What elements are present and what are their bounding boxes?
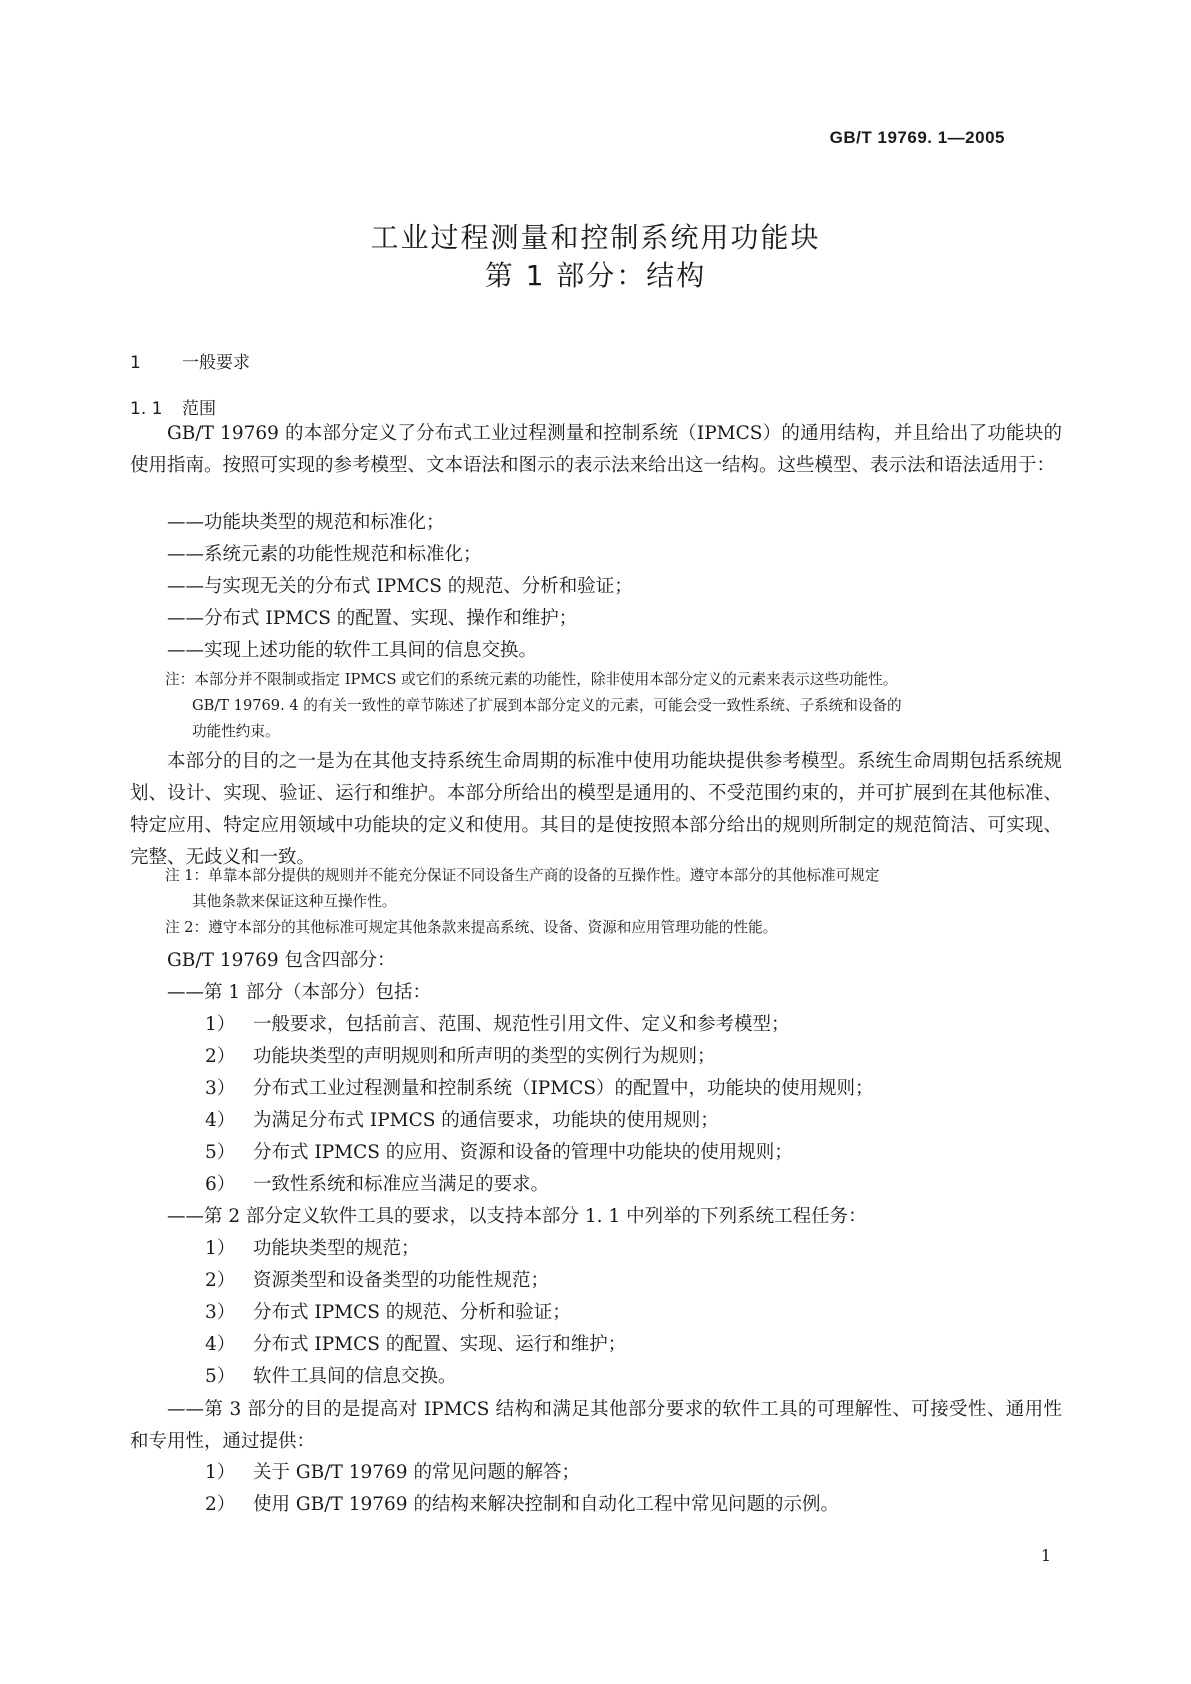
list-item: 5） 软件工具间的信息交换。: [205, 1366, 457, 1387]
list-item: 2） 使用 GB/T 19769 的结构来解决控制和自动化工程中常见问题的示例。: [205, 1494, 839, 1515]
standard-number: GB/T 19769. 1—2005: [829, 128, 1005, 147]
list-item: 3） 分布式工业过程测量和控制系统（IPMCS）的配置中，功能块的使用规则；: [205, 1078, 874, 1099]
scope-item: ——与实现无关的分布式 IPMCS 的规范、分析和验证；: [167, 576, 633, 597]
part-3-heading: ——第 3 部分的目的是提高对 IPMCS 结构和满足其他部分要求的软件工具的可理解性、可接受性、通用性和专用性，通过提供：: [130, 1399, 1062, 1452]
note-1-line: 注 1：单靠本部分提供的规则并不能充分保证不同设备生产商的设备的互操作性。遵守本部分的其他标准可规定: [165, 867, 880, 884]
intro-paragraph: GB/T 19769 的本部分定义了分布式工业过程测量和控制系统（IPMCS）的通用结构，并且给出了功能块的使用指南。按照可实现的参考模型、文本语法和图示的表示法来给出这一结构。这些模型、表示法和语法适用于：: [130, 423, 1062, 476]
list-item: 3） 分布式 IPMCS 的规范、分析和验证；: [205, 1302, 571, 1323]
list-item: 1） 一般要求，包括前言、范围、规范性引用文件、定义和参考模型；: [205, 1014, 790, 1035]
section-title: 一般要求: [182, 353, 250, 373]
list-item: 1） 功能块类型的规范；: [205, 1238, 420, 1259]
document-title: 工业过程测量和控制系统用功能块: [370, 221, 821, 254]
list-item: 4） 分布式 IPMCS 的配置、实现、运行和维护；: [205, 1334, 627, 1355]
part-1-heading: ——第 1 部分（本部分）包括：: [167, 982, 432, 1003]
list-item: 6） 一致性系统和标准应当满足的要求。: [205, 1174, 550, 1195]
parts-intro: GB/T 19769 包含四部分：: [167, 950, 396, 971]
section-1-heading: [130, 348, 250, 373]
section-title: 范围: [182, 399, 216, 419]
note-line: GB/T 19769. 4 的有关一致性的章节陈述了扩展到本部分定义的元素，可能会受一致性系统、子系统和设备的: [192, 697, 902, 714]
scope-item: ——分布式 IPMCS 的配置、实现、操作和维护；: [167, 608, 578, 629]
note-line: 注：本部分并不限制或指定 IPMCS 或它们的系统元素的功能性，除非使用本部分定义的元素来表示这些功能性。: [165, 671, 898, 688]
section-number: 1. 1: [130, 399, 163, 419]
page-number: 1: [1040, 1546, 1051, 1565]
note-2: 注 2：遵守本部分的其他标准可规定其他条款来提高系统、设备、资源和应用管理功能的性能。: [165, 919, 778, 936]
document-subtitle: 第 1 部分：结构: [484, 259, 707, 292]
list-item: 5） 分布式 IPMCS 的应用、资源和设备的管理中功能块的使用规则；: [205, 1142, 793, 1163]
part-2-heading: ——第 2 部分定义软件工具的要求，以支持本部分 1. 1 中列举的下列系统工程任务：: [167, 1206, 867, 1227]
section-number: 1: [130, 353, 141, 373]
list-item: 4） 为满足分布式 IPMCS 的通信要求，功能块的使用规则；: [205, 1110, 719, 1131]
scope-item: ——系统元素的功能性规范和标准化；: [167, 544, 482, 565]
list-item: 1） 关于 GB/T 19769 的常见问题的解答；: [205, 1462, 580, 1483]
note-1-line: 其他条款来保证这种互操作性。: [192, 893, 397, 910]
list-item: 2） 资源类型和设备类型的功能性规范；: [205, 1270, 550, 1291]
purpose-paragraph: 本部分的目的之一是为在其他支持系统生命周期的标准中使用功能块提供参考模型。系统生命周期包括系统规划、设计、实现、验证、运行和维护。本部分所给出的模型是通用的、不受范围约束的，并可扩展到在其他标准、特定应用、特定应用领域中功能块的定义和使用。其目的是使按照本部分给出的规则所制定的规范简洁、可实现、完整、无歧义和一致。: [130, 751, 1062, 868]
scope-item: ——功能块类型的规范和标准化；: [167, 512, 445, 533]
note-line: 功能性约束。: [192, 723, 280, 740]
scope-item: ——实现上述功能的软件工具间的信息交换。: [167, 640, 538, 661]
section-1-1-heading: [130, 394, 216, 419]
list-item: 2） 功能块类型的声明规则和所声明的类型的实例行为规则；: [205, 1046, 716, 1067]
